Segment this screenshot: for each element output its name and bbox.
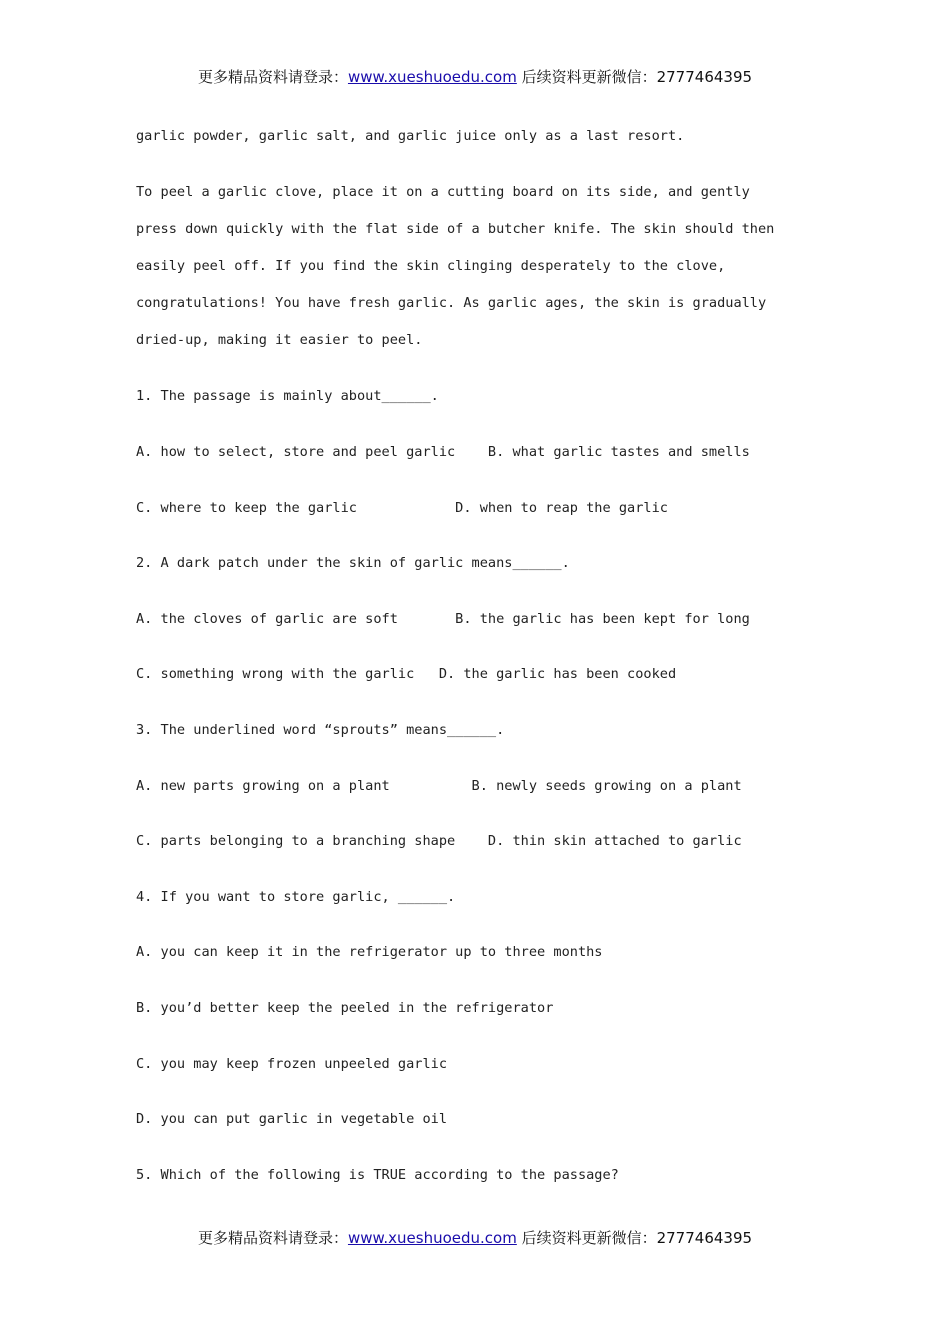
question-2: 2. A dark patch under the skin of garlic means______. xyxy=(136,555,570,571)
question-2-options-cd: C. something wrong with the garlic D. the garlic has been cooked xyxy=(136,666,677,682)
header-suffix: 后续资料更新微信：2777464395 xyxy=(516,68,753,86)
passage-line: garlic powder, garlic salt, and garlic juice only as a last resort. xyxy=(136,128,685,144)
question-3: 3. The underlined word “sprouts” means______. xyxy=(136,722,505,738)
passage-line: To peel a garlic clove, place it on a cutting board on its side, and gently xyxy=(136,184,750,200)
question-1-options-cd: C. where to keep the garlic D. when to reap the garlic xyxy=(136,500,668,516)
question-1-options-ab: A. how to select, store and peel garlic B. what garlic tastes and smells xyxy=(136,444,750,460)
passage-line: easily peel off. If you find the skin clinging desperately to the clove, xyxy=(136,258,726,274)
passage-line: press down quickly with the flat side of a butcher knife. The skin should then xyxy=(136,221,775,237)
header-prefix: 更多精品资料请登录： xyxy=(197,68,348,86)
question-2-options-ab: A. the cloves of garlic are soft B. the garlic has been kept for long xyxy=(136,611,750,627)
question-3-options-ab: A. new parts growing on a plant B. newly seeds growing on a plant xyxy=(136,778,742,794)
question-3-options-cd: C. parts belonging to a branching shape D. thin skin attached to garlic xyxy=(136,833,742,849)
question-4-option-c: C. you may keep frozen unpeeled garlic xyxy=(136,1056,447,1072)
question-5: 5. Which of the following is TRUE according to the passage? xyxy=(136,1167,619,1183)
question-4-option-a: A. you can keep it in the refrigerator up to three months xyxy=(136,944,603,960)
page-footer xyxy=(0,1227,950,1248)
footer-website-link[interactable]: www.xueshuoedu.com xyxy=(347,1229,517,1247)
passage-line: congratulations! You have fresh garlic. As garlic ages, the skin is gradually xyxy=(136,295,767,311)
question-4-option-d: D. you can put garlic in vegetable oil xyxy=(136,1111,447,1127)
question-4: 4. If you want to store garlic, ______. xyxy=(136,889,456,905)
page-header xyxy=(0,66,950,87)
footer-suffix: 后续资料更新微信：2777464395 xyxy=(516,1229,753,1247)
question-1: 1. The passage is mainly about______. xyxy=(136,388,439,404)
footer-prefix: 更多精品资料请登录： xyxy=(197,1229,348,1247)
passage-line: dried-up, making it easier to peel. xyxy=(136,332,423,348)
header-website-link[interactable]: www.xueshuoedu.com xyxy=(347,68,517,86)
question-4-option-b: B. you’d better keep the peeled in the refrigerator xyxy=(136,1000,554,1016)
